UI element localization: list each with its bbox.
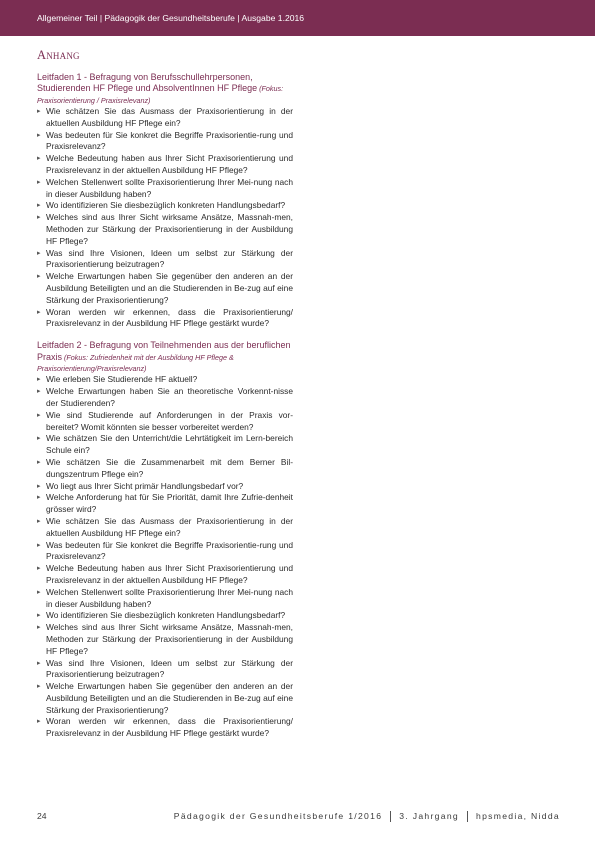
footer-journal: Pädagogik der Gesundheitsberufe 1/2016 bbox=[173, 811, 383, 821]
question-item: ▸ Welche Erwartungen haben Sie gegenüber den anderen an der Ausbildung Beteiligten und an die Studierenden in Be-zug auf eine Stärkung der Praxisorientierung? bbox=[37, 271, 293, 306]
page-footer bbox=[37, 809, 560, 823]
section-title: Anhang bbox=[37, 48, 80, 62]
question-item: ▸ Welchen Stellenwert sollte Praxisorientierung Ihrer Mei-nung nach in dieser Ausbildung haben? bbox=[37, 177, 293, 201]
guide-2-focus: (Fokus: Zufriedenheit mit der Ausbildung HF Pflege & Praxisorientierung/Praxisrelevanz) bbox=[37, 352, 234, 373]
footer-volume: 3. Jahrgang bbox=[399, 811, 459, 821]
question-item: ▸ Welche Erwartungen haben Sie gegenüber den anderen an der Ausbildung Beteiligten und an die Studierenden in Be-zug auf eine Stärkung der Praxisorientierung? bbox=[37, 681, 293, 716]
question-item: ▸ Woran werden wir erkennen, dass die Praxisorientierung/ Praxisrelevanz in der Ausbildung HF Pflege gestärkt wurde? bbox=[37, 307, 293, 331]
guide-1-heading: Leitfaden 1 - Befragung von Berufsschullehrpersonen, Studierenden HF Pflege und AbsolventInnen HF Pflege bbox=[37, 71, 258, 94]
guide-2-questions bbox=[37, 374, 293, 740]
guide-1 bbox=[37, 72, 293, 330]
question-item: ▸ Wo identifizieren Sie diesbezüglich konkreten Handlungsbedarf? bbox=[37, 610, 293, 622]
question-item: ▸ Wo liegt aus Ihrer Sicht primär Handlungsbedarf vor? bbox=[37, 481, 293, 493]
guide-1-focus: (Fokus: Praxisorientierung / Praxisrelevanz) bbox=[37, 84, 284, 105]
footer-divider bbox=[467, 811, 468, 822]
guide-2-title bbox=[37, 340, 293, 374]
question-item: ▸ Welche Erwartungen haben Sie an theoretische Vorkennt-nisse der Studierenden? bbox=[37, 386, 293, 410]
question-item: ▸ Welches sind aus Ihrer Sicht wirksame Ansätze, Massnah-men, Methoden zur Stärkung der Praxisorientierung in der Ausbildung HF Pflege? bbox=[37, 212, 293, 247]
question-item: ▸ Welchen Stellenwert sollte Praxisorientierung Ihrer Mei-nung nach in dieser Ausbildung haben? bbox=[37, 587, 293, 611]
guide-1-title bbox=[37, 72, 293, 106]
question-item: ▸ Wie schätzen Sie das Ausmass der Praxisorientierung in der aktuellen Ausbildung HF Pflege ein? bbox=[37, 106, 293, 130]
guide-2 bbox=[37, 340, 293, 740]
question-item: ▸ Wie erleben Sie Studierende HF aktuell? bbox=[37, 374, 293, 386]
question-item: ▸ Was sind Ihre Visionen, Ideen um selbst zur Stärkung der Praxisorientierung beizutragen? bbox=[37, 248, 293, 272]
guide-2-heading: Leitfaden 2 - Befragung von Teilnehmenden aus der beruflichen Praxis bbox=[37, 340, 291, 362]
question-item: ▸ Welche Bedeutung haben aus Ihrer Sicht Praxisorientierung und Praxisrelevanz in der aktuellen Ausbildung HF Pflege? bbox=[37, 563, 293, 587]
page-number: 24 bbox=[37, 811, 47, 821]
question-item: ▸ Was sind Ihre Visionen, Ideen um selbst zur Stärkung der Praxisorientierung beizutragen? bbox=[37, 658, 293, 682]
question-item: ▸ Woran werden wir erkennen, dass die Praxisorientierung/ Praxisrelevanz in der Ausbildung HF Pflege gestärkt wurde? bbox=[37, 716, 293, 740]
footer-citation bbox=[174, 809, 560, 823]
footer-publisher: hpsmedia, Nidda bbox=[476, 811, 560, 821]
running-header bbox=[0, 0, 595, 36]
question-item: ▸ Was bedeuten für Sie konkret die Begriffe Praxisorientie-rung und Praxisrelevanz? bbox=[37, 130, 293, 154]
question-item: ▸ Welche Anforderung hat für Sie Priorität, damit Ihre Zufrie-denheit grösser wird? bbox=[37, 492, 293, 516]
question-item: ▸ Welches sind aus Ihrer Sicht wirksame Ansätze, Massnah-men, Methoden zur Stärkung der Praxisorientierung in der Ausbildung HF Pflege? bbox=[37, 622, 293, 657]
question-item: ▸ Wo identifizieren Sie diesbezüglich konkreten Handlungsbedarf? bbox=[37, 200, 293, 212]
question-item: ▸ Wie schätzen Sie den Unterricht/die Lehrtätigkeit im Lern-bereich Schule ein? bbox=[37, 433, 293, 457]
main-column bbox=[37, 46, 293, 750]
question-item: ▸ Was bedeuten für Sie konkret die Begriffe Praxisorientie-rung und Praxisrelevanz? bbox=[37, 540, 293, 564]
question-item: ▸ Wie schätzen Sie das Ausmass der Praxisorientierung in der aktuellen Ausbildung HF Pflege ein? bbox=[37, 516, 293, 540]
footer-divider bbox=[390, 811, 391, 822]
running-header-text: Allgemeiner Teil | Pädagogik der Gesundheitsberufe | Ausgabe 1.2016 bbox=[37, 13, 305, 23]
question-item: ▸ Wie sind Studierende auf Anforderungen in der Praxis vor-bereitet? Womit könnten sie besser vorbereitet werden? bbox=[37, 410, 293, 434]
question-item: ▸ Welche Bedeutung haben aus Ihrer Sicht Praxisorientierung und Praxisrelevanz in der aktuellen Ausbildung HF Pflege? bbox=[37, 153, 293, 177]
guide-1-questions bbox=[37, 106, 293, 330]
question-item: ▸ Wie schätzen Sie die Zusammenarbeit mit dem Berner Bil-dungszentrum Pflege ein? bbox=[37, 457, 293, 481]
